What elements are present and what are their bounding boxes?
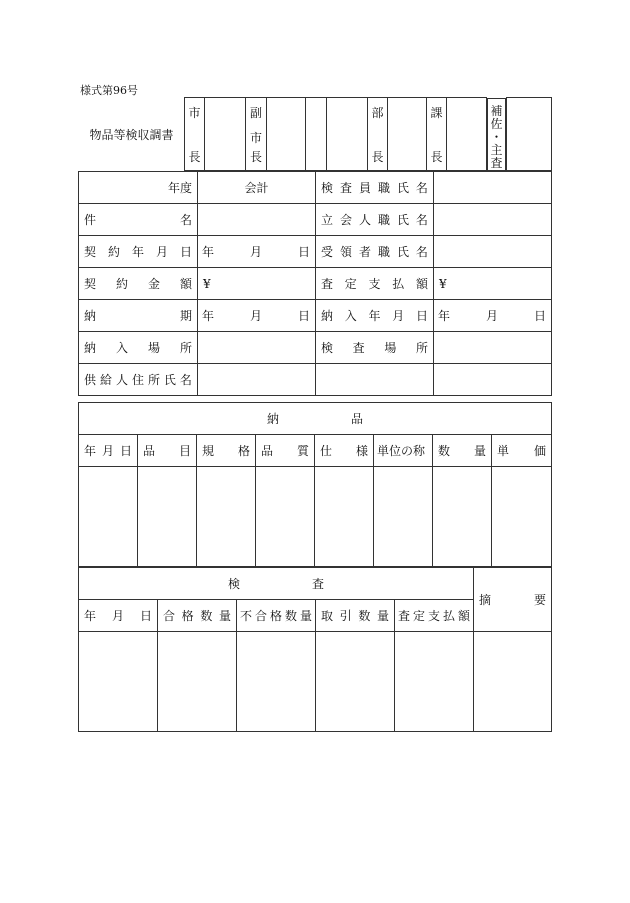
approval-section-chief-label: 課 長: [427, 98, 447, 171]
witness-value[interactable]: [434, 204, 552, 236]
approval-mayor-label: 市 長: [185, 98, 205, 171]
approval-director-label: 部 長: [368, 98, 388, 171]
approval-vice-mayor-label: 副 市 長: [246, 98, 267, 171]
item-name-value[interactable]: [198, 204, 316, 236]
delivery-cell-quantity[interactable]: [433, 467, 492, 567]
item-name-label: 件 名: [79, 204, 198, 236]
delivery-cell-unit-price[interactable]: [492, 467, 552, 567]
approval-section-chief-stamp[interactable]: [447, 98, 487, 171]
inspection-header-fail-qty: 不 合 格 数 量: [237, 600, 316, 632]
inspection-place-label: 検 査 場 所: [316, 332, 434, 364]
inspection-place-value[interactable]: [434, 332, 552, 364]
contract-info-table: [78, 171, 552, 396]
delivery-table: [78, 402, 552, 567]
witness-label: 立 会 人 職 氏 名: [316, 204, 434, 236]
delivery-cell-date[interactable]: [79, 467, 138, 567]
contract-date-value[interactable]: 年 月 日: [198, 236, 316, 268]
approval-vice-mayor-stamp[interactable]: [267, 98, 306, 171]
delivery-place-value[interactable]: [198, 332, 316, 364]
inspection-cell-date[interactable]: [79, 632, 158, 732]
approval-director-stamp[interactable]: [388, 98, 427, 171]
inspection-header-date: 年 月 日: [79, 600, 158, 632]
delivery-cell-unit[interactable]: [374, 467, 433, 567]
header-date: 年 月 日: [79, 435, 138, 467]
header-spec: 仕 様: [315, 435, 374, 467]
form-title: 物品等検収調書: [89, 128, 174, 142]
supplier-label: 供 給 人 住 所 氏 名: [79, 364, 198, 396]
form-number: 様式第96号: [80, 84, 138, 97]
receiver-label: 受 領 者 職 氏 名: [316, 236, 434, 268]
yen-symbol: ¥: [203, 276, 211, 291]
approval-assistant-label: 補 佐 ・ 主 査: [487, 98, 506, 171]
header-unit-price: 単 価: [492, 435, 552, 467]
contract-amount-value[interactable]: [198, 268, 316, 300]
header-quality: 品 質: [256, 435, 315, 467]
approval-stamp-table: [184, 97, 552, 171]
approval-assistant-stamp[interactable]: [507, 98, 552, 171]
contract-date-label: 契 約 年 月 日: [79, 236, 198, 268]
delivery-cell-standard[interactable]: [197, 467, 256, 567]
approval-mayor-stamp[interactable]: [205, 98, 246, 171]
inspection-header-trade-qty: 取 引 数 量: [316, 600, 395, 632]
delivery-deadline-value[interactable]: 年 月 日: [198, 300, 316, 332]
account-label: 会計: [198, 172, 316, 204]
inspection-cell-remarks[interactable]: [474, 632, 552, 732]
contract-amount-label: 契 約 金 額: [79, 268, 198, 300]
inspection-cell-assessed-payment[interactable]: [395, 632, 474, 732]
fiscal-year-label: 年度: [79, 172, 198, 204]
supplier-value[interactable]: [198, 364, 316, 396]
inspection-header-pass-qty: 合 格 数 量: [158, 600, 237, 632]
delivery-cell-item[interactable]: [138, 467, 197, 567]
assessed-payment-label: 査 定 支 払 額: [316, 268, 434, 300]
inspection-cell-pass-qty[interactable]: [158, 632, 237, 732]
approval-blank-stamp[interactable]: [306, 98, 327, 171]
supplier-value-2[interactable]: [316, 364, 434, 396]
header-item: 品 目: [138, 435, 197, 467]
delivery-section-title: 納 品: [79, 403, 552, 435]
approval-blank-stamp-2[interactable]: [327, 98, 368, 171]
inspector-value[interactable]: [434, 172, 552, 204]
remarks-header: 摘 要: [474, 568, 552, 632]
inspection-section-title: 検 査: [79, 568, 474, 600]
receiver-value[interactable]: [434, 236, 552, 268]
delivery-deadline-label: 納 期: [79, 300, 198, 332]
yen-symbol: ¥: [439, 276, 447, 291]
header-quantity: 数 量: [433, 435, 492, 467]
header-standard: 規 格: [197, 435, 256, 467]
header-unit: 単位の称: [374, 435, 433, 467]
inspection-cell-trade-qty[interactable]: [316, 632, 395, 732]
delivery-cell-quality[interactable]: [256, 467, 315, 567]
inspection-cell-fail-qty[interactable]: [237, 632, 316, 732]
assessed-payment-value[interactable]: [434, 268, 552, 300]
delivery-date-value[interactable]: 年 月 日: [434, 300, 552, 332]
delivery-cell-spec[interactable]: [315, 467, 374, 567]
supplier-value-3[interactable]: [434, 364, 552, 396]
delivery-place-label: 納 入 場 所: [79, 332, 198, 364]
inspection-header-assessed-payment: 査 定 支 払 額: [395, 600, 474, 632]
delivery-date-label: 納 入 年 月 日: [316, 300, 434, 332]
inspection-table: [78, 567, 552, 732]
inspector-label: 検 査 員 職 氏 名: [316, 172, 434, 204]
